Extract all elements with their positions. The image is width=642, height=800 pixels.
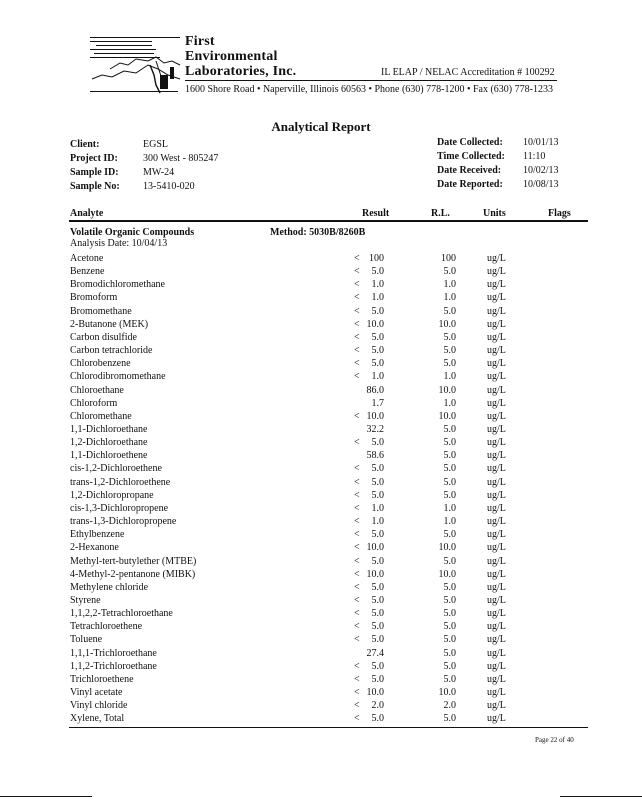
analyte-name: Tetrachloroethene xyxy=(70,621,143,633)
units-value: ug/L xyxy=(487,542,506,554)
analyte-name: Methyl-tert-butylether (MTBE) xyxy=(70,555,197,567)
result-qualifier: < xyxy=(354,410,360,422)
table-row xyxy=(0,516,642,529)
analyte-name: Vinyl chloride xyxy=(70,700,128,712)
units-value: ug/L xyxy=(487,700,506,712)
result-value: 5.0 xyxy=(371,673,384,685)
table-row xyxy=(0,503,642,516)
result-value: 5.0 xyxy=(371,489,384,501)
result-qualifier: < xyxy=(354,568,360,580)
reporting-limit: 2.0 xyxy=(443,700,456,712)
units-value: ug/L xyxy=(487,687,506,698)
units-value: ug/L xyxy=(487,437,506,449)
result-value: 10.0 xyxy=(366,410,384,422)
analyte-name: Acetone xyxy=(70,253,104,264)
result-qualifier: < xyxy=(354,555,360,567)
result-value: 1.0 xyxy=(371,279,384,291)
analyte-name: Styrene xyxy=(70,594,101,606)
result-qualifier: < xyxy=(354,253,360,264)
result-value: 100 xyxy=(369,253,384,264)
column-header-flags: Flags xyxy=(548,208,571,219)
analyte-name: Chlorobenzene xyxy=(70,358,131,370)
reporting-limit: 5.0 xyxy=(443,555,456,567)
table-row xyxy=(0,358,642,371)
table-row xyxy=(0,266,642,279)
analyte-name: Chloroform xyxy=(70,397,118,409)
result-value: 10.0 xyxy=(366,318,384,330)
result-qualifier: < xyxy=(354,542,360,554)
result-value: 32.2 xyxy=(366,424,384,435)
units-value: ug/L xyxy=(487,647,506,659)
table-row xyxy=(0,595,642,608)
analyte-name: Toluene xyxy=(70,634,103,646)
result-value: 5.0 xyxy=(371,305,384,317)
analyte-name: 1,1-Dichloroethene xyxy=(70,450,148,462)
client-value: EGSL xyxy=(143,139,168,150)
analyte-name: trans-1,3-Dichloropropene xyxy=(70,516,177,527)
analyte-name: 1,1,1-Trichloroethane xyxy=(70,647,157,659)
result-qualifier: < xyxy=(354,608,360,619)
analyte-name: 2-Hexanone xyxy=(70,542,119,554)
result-value: 5.0 xyxy=(371,358,384,370)
units-value: ug/L xyxy=(487,660,506,672)
table-row xyxy=(0,292,642,305)
result-value: 5.0 xyxy=(371,660,384,672)
table-row xyxy=(0,490,642,503)
table-row xyxy=(0,463,642,476)
reporting-limit: 5.0 xyxy=(443,673,456,685)
reporting-limit: 5.0 xyxy=(443,608,456,619)
result-qualifier: < xyxy=(354,279,360,291)
table-row xyxy=(0,279,642,292)
result-qualifier: < xyxy=(354,331,360,343)
analyte-name: Xylene, Total xyxy=(70,713,125,725)
result-qualifier: < xyxy=(354,358,360,370)
company-name-line1: First xyxy=(185,34,215,49)
table-row xyxy=(0,713,642,726)
units-value: ug/L xyxy=(487,424,506,435)
units-value: ug/L xyxy=(487,279,506,291)
reporting-limit: 5.0 xyxy=(443,634,456,646)
table-row xyxy=(0,319,642,332)
date-collected-label: Date Collected: xyxy=(437,137,503,148)
result-value: 10.0 xyxy=(366,542,384,554)
result-qualifier: < xyxy=(354,292,360,304)
table-row xyxy=(0,582,642,595)
result-qualifier: < xyxy=(354,621,360,633)
result-qualifier: < xyxy=(354,345,360,357)
result-value: 27.4 xyxy=(366,647,384,659)
reporting-limit: 5.0 xyxy=(443,424,456,435)
date-received-value: 10/02/13 xyxy=(523,165,559,176)
date-collected-value: 10/01/13 xyxy=(523,137,559,148)
result-qualifier: < xyxy=(354,476,360,488)
method-label: Method: 5030B/8260B xyxy=(270,227,366,238)
units-value: ug/L xyxy=(487,621,506,633)
units-value: ug/L xyxy=(487,305,506,317)
units-value: ug/L xyxy=(487,476,506,488)
result-value: 1.0 xyxy=(371,502,384,514)
company-name-line2: Environmental xyxy=(185,49,278,64)
result-value: 5.0 xyxy=(371,581,384,593)
header-divider xyxy=(185,80,557,81)
reporting-limit: 1.0 xyxy=(443,292,456,304)
reporting-limit: 5.0 xyxy=(443,476,456,488)
reporting-limit: 5.0 xyxy=(443,331,456,343)
analyte-name: Carbon disulfide xyxy=(70,331,137,343)
result-value: 86.0 xyxy=(366,384,384,396)
company-address: 1600 Shore Road • Naperville, Illinois 60563 • Phone (630) 778-1200 • Fax (630) 778-1233 xyxy=(185,84,553,95)
column-header-analyte: Analyte xyxy=(70,208,104,219)
reporting-limit: 5.0 xyxy=(443,713,456,725)
analyte-name: Bromodichloromethane xyxy=(70,279,165,291)
table-row xyxy=(0,529,642,542)
reporting-limit: 10.0 xyxy=(438,410,456,422)
table-row xyxy=(0,700,642,713)
result-value: 58.6 xyxy=(366,450,384,462)
company-logo xyxy=(90,35,182,97)
result-value: 1.0 xyxy=(371,516,384,527)
table-row xyxy=(0,648,642,661)
result-qualifier: < xyxy=(354,594,360,606)
result-value: 5.0 xyxy=(371,266,384,278)
analyte-name: Trichloroethene xyxy=(70,673,134,685)
date-reported-value: 10/08/13 xyxy=(523,179,559,190)
table-row xyxy=(0,424,642,437)
units-value: ug/L xyxy=(487,634,506,646)
table-row xyxy=(0,450,642,463)
units-value: ug/L xyxy=(487,253,506,264)
analyte-name: Bromomethane xyxy=(70,305,132,317)
reporting-limit: 5.0 xyxy=(443,660,456,672)
units-value: ug/L xyxy=(487,358,506,370)
result-qualifier: < xyxy=(354,660,360,672)
result-qualifier: < xyxy=(354,529,360,541)
units-value: ug/L xyxy=(487,568,506,580)
result-value: 5.0 xyxy=(371,529,384,541)
table-row xyxy=(0,437,642,450)
result-value: 5.0 xyxy=(371,634,384,646)
reporting-limit: 5.0 xyxy=(443,358,456,370)
table-row xyxy=(0,687,642,700)
units-value: ug/L xyxy=(487,463,506,475)
result-value: 10.0 xyxy=(366,687,384,698)
company-name-line3: Laboratories, Inc. xyxy=(185,64,297,79)
sample-id-label: Sample ID: xyxy=(70,167,119,178)
reporting-limit: 5.0 xyxy=(443,437,456,449)
result-qualifier: < xyxy=(354,489,360,501)
reporting-limit: 5.0 xyxy=(443,305,456,317)
analyte-name: Carbon tetrachloride xyxy=(70,345,153,357)
units-value: ug/L xyxy=(487,266,506,278)
result-value: 5.0 xyxy=(371,555,384,567)
result-qualifier: < xyxy=(354,437,360,449)
date-reported-label: Date Reported: xyxy=(437,179,503,190)
table-row xyxy=(0,608,642,621)
footer-rule-left xyxy=(0,796,92,797)
reporting-limit: 5.0 xyxy=(443,594,456,606)
time-collected-label: Time Collected: xyxy=(437,151,505,162)
analyte-name: Chloroethane xyxy=(70,384,124,396)
result-value: 5.0 xyxy=(371,713,384,725)
units-value: ug/L xyxy=(487,608,506,619)
units-value: ug/L xyxy=(487,502,506,514)
table-row xyxy=(0,385,642,398)
result-qualifier: < xyxy=(354,700,360,712)
analyte-name: 1,1,2-Trichloroethane xyxy=(70,660,157,672)
result-qualifier: < xyxy=(354,673,360,685)
table-row xyxy=(0,674,642,687)
units-value: ug/L xyxy=(487,713,506,725)
result-value: 5.0 xyxy=(371,437,384,449)
analyte-name: Chloromethane xyxy=(70,410,132,422)
column-header-result: Result xyxy=(362,208,390,219)
reporting-limit: 5.0 xyxy=(443,581,456,593)
units-value: ug/L xyxy=(487,450,506,462)
analyte-name: 2-Butanone (MEK) xyxy=(70,318,149,330)
analyte-name: 1,1,2,2-Tetrachloroethane xyxy=(70,608,173,619)
table-row xyxy=(0,556,642,569)
result-value: 1.7 xyxy=(371,397,384,409)
reporting-limit: 10.0 xyxy=(438,384,456,396)
units-value: ug/L xyxy=(487,397,506,409)
result-value: 5.0 xyxy=(371,476,384,488)
reporting-limit: 100 xyxy=(441,253,456,264)
reporting-limit: 5.0 xyxy=(443,489,456,501)
result-value: 1.0 xyxy=(371,371,384,383)
reporting-limit: 10.0 xyxy=(438,687,456,698)
analyte-name: Benzene xyxy=(70,266,105,278)
column-header-units: Units xyxy=(483,208,506,219)
reporting-limit: 5.0 xyxy=(443,647,456,659)
result-qualifier: < xyxy=(354,463,360,475)
table-header-rule xyxy=(69,220,588,222)
table-row xyxy=(0,411,642,424)
table-row xyxy=(0,661,642,674)
reporting-limit: 1.0 xyxy=(443,279,456,291)
units-value: ug/L xyxy=(487,594,506,606)
units-value: ug/L xyxy=(487,371,506,383)
analyte-name: 4-Methyl-2-pentanone (MIBK) xyxy=(70,568,196,580)
analyte-name: Methylene chloride xyxy=(70,581,149,593)
table-row xyxy=(0,253,642,266)
reporting-limit: 5.0 xyxy=(443,450,456,462)
units-value: ug/L xyxy=(487,292,506,304)
reporting-limit: 10.0 xyxy=(438,318,456,330)
result-value: 5.0 xyxy=(371,463,384,475)
result-qualifier: < xyxy=(354,318,360,330)
analysis-date: Analysis Date: 10/04/13 xyxy=(70,238,168,249)
result-qualifier: < xyxy=(354,634,360,646)
table-row xyxy=(0,477,642,490)
footer-rule-right xyxy=(560,796,642,797)
table-row xyxy=(0,371,642,384)
reporting-limit: 5.0 xyxy=(443,345,456,357)
sample-id-value: MW-24 xyxy=(143,167,175,178)
analyte-name: Vinyl acetate xyxy=(70,687,123,698)
result-qualifier: < xyxy=(354,581,360,593)
table-row xyxy=(0,306,642,319)
units-value: ug/L xyxy=(487,555,506,567)
units-value: ug/L xyxy=(487,331,506,343)
units-value: ug/L xyxy=(487,318,506,330)
sample-no-value: 13-5410-020 xyxy=(143,181,195,192)
accreditation-text: IL ELAP / NELAC Accreditation # 100292 xyxy=(381,67,555,78)
table-bottom-rule xyxy=(69,727,588,728)
column-header-rl: R.L. xyxy=(431,208,450,219)
result-qualifier: < xyxy=(354,502,360,514)
reporting-limit: 1.0 xyxy=(443,516,456,527)
result-value: 5.0 xyxy=(371,345,384,357)
result-value: 1.0 xyxy=(371,292,384,304)
reporting-limit: 1.0 xyxy=(443,397,456,409)
analyte-name: Bromoform xyxy=(70,292,118,304)
sample-no-label: Sample No: xyxy=(70,181,120,192)
reporting-limit: 5.0 xyxy=(443,266,456,278)
reporting-limit: 5.0 xyxy=(443,529,456,541)
result-value: 2.0 xyxy=(371,700,384,712)
units-value: ug/L xyxy=(487,345,506,357)
units-value: ug/L xyxy=(487,489,506,501)
reporting-limit: 1.0 xyxy=(443,502,456,514)
table-row xyxy=(0,398,642,411)
report-title: Analytical Report xyxy=(271,119,371,134)
result-value: 5.0 xyxy=(371,608,384,619)
result-qualifier: < xyxy=(354,371,360,383)
reporting-limit: 1.0 xyxy=(443,371,456,383)
table-row xyxy=(0,634,642,647)
client-label: Client: xyxy=(70,139,100,150)
units-value: ug/L xyxy=(487,581,506,593)
project-id-value: 300 West - 805247 xyxy=(143,153,219,164)
units-value: ug/L xyxy=(487,673,506,685)
units-value: ug/L xyxy=(487,410,506,422)
analyte-name: Chlorodibromomethane xyxy=(70,371,166,383)
reporting-limit: 5.0 xyxy=(443,463,456,475)
table-row xyxy=(0,569,642,582)
table-row xyxy=(0,621,642,634)
table-row xyxy=(0,332,642,345)
table-row xyxy=(0,542,642,555)
result-value: 10.0 xyxy=(366,568,384,580)
result-qualifier: < xyxy=(354,305,360,317)
reporting-limit: 10.0 xyxy=(438,542,456,554)
result-value: 5.0 xyxy=(371,621,384,633)
units-value: ug/L xyxy=(487,516,506,527)
analyte-name: Ethylbenzene xyxy=(70,529,125,541)
page-number: Page 22 of 40 xyxy=(535,736,574,744)
analyte-name: 1,2-Dichloroethane xyxy=(70,437,148,449)
time-collected-value: 11:10 xyxy=(523,151,546,162)
analyte-name: cis-1,2-Dichloroethene xyxy=(70,463,162,475)
reporting-limit: 5.0 xyxy=(443,621,456,633)
analyte-name: cis-1,3-Dichloropropene xyxy=(70,502,169,514)
result-value: 5.0 xyxy=(371,331,384,343)
table-row xyxy=(0,345,642,358)
reporting-limit: 10.0 xyxy=(438,568,456,580)
result-qualifier: < xyxy=(354,713,360,725)
date-received-label: Date Received: xyxy=(437,165,502,176)
result-qualifier: < xyxy=(354,516,360,527)
result-qualifier: < xyxy=(354,687,360,698)
result-qualifier: < xyxy=(354,266,360,278)
result-value: 5.0 xyxy=(371,594,384,606)
analyte-name: 1,2-Dichloropropane xyxy=(70,489,154,501)
analyte-name: trans-1,2-Dichloroethene xyxy=(70,476,171,488)
analyte-group-title: Volatile Organic Compounds xyxy=(70,227,195,238)
units-value: ug/L xyxy=(487,384,506,396)
analyte-name: 1,1-Dichloroethane xyxy=(70,424,148,435)
project-id-label: Project ID: xyxy=(70,153,118,164)
units-value: ug/L xyxy=(487,529,506,541)
